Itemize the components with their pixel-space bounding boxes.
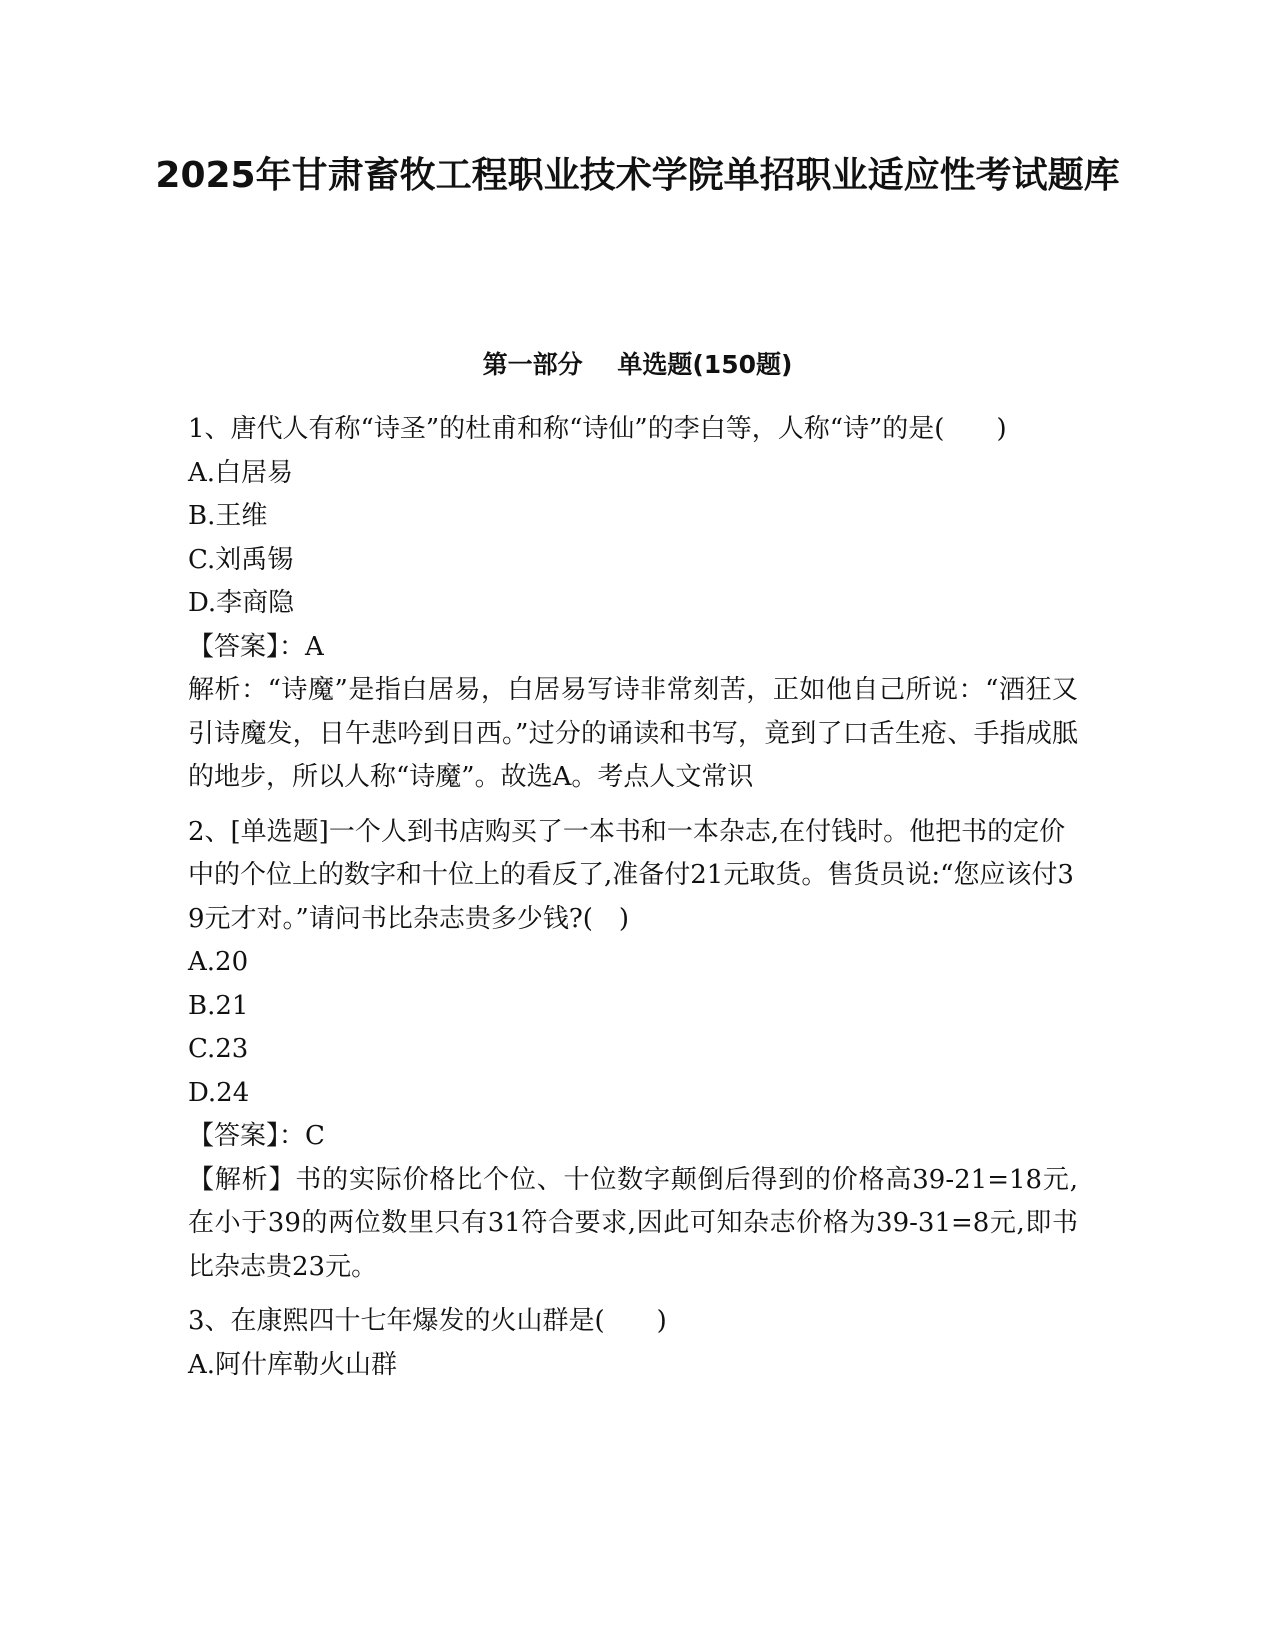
option-b: B.21: [188, 990, 249, 1021]
option-d: D.李商隐: [188, 588, 295, 618]
option-list: [188, 941, 1078, 1115]
analysis-body: “诗魔”是指白居易，白居易写诗非常刻苦，正如他自己所说：“酒狂又引诗魔发，日午悲吟到日西。”过分的诵读和书写，竟到了口舌生疮、手指成胝的地步，所以人称“诗魔”。故选A。考点人文常识: [188, 675, 1078, 792]
question-item: [188, 811, 1078, 1290]
option-c: C.23: [188, 1034, 249, 1064]
option-c: C.刘禹锡: [188, 544, 294, 575]
answer-line: 【答案】：C: [188, 1121, 325, 1151]
option-b: B.王维: [188, 501, 268, 531]
question-stem: 1、唐代人有称“诗圣”的杜甫和称“诗仙”的李白等，人称“诗”的是( ): [188, 414, 1007, 444]
analysis-text: [188, 669, 1078, 800]
question-stem: 2、[单选题]一个人到书店购买了一本书和一本杂志,在付钱时。他把书的定价中的个位上的数字和十位上的看反了,准备付21元取货。售货员说:“您应该付39元才对。”请问书比杂志贵多少钱?( ): [188, 816, 1074, 934]
option-a: A.阿什库勒火山群: [188, 1349, 398, 1380]
document-title: 2025年甘肃畜牧工程职业技术学院单招职业适应性考试题库: [155, 155, 1120, 196]
question-stem: 3、在康熙四十七年爆发的火山群是( ): [188, 1306, 667, 1336]
option-d: D.24: [188, 1077, 250, 1108]
analysis-body: 书的实际价格比个位、十位数字颠倒后得到的价格高39-21=18元,在小于39的两位数里只有31符合要求,因此可知杂志价格为39-31=8元,即书比杂志贵23元。: [188, 1164, 1078, 1282]
question-item: [188, 1300, 1078, 1387]
option-a: A.20: [188, 947, 249, 977]
answer-line: 【答案】：A: [188, 631, 324, 662]
analysis-text: [188, 1159, 1078, 1290]
option-list: [188, 1344, 1078, 1388]
section-heading: 第一部分 单选题(150题): [482, 350, 793, 379]
question-item: [188, 408, 1078, 800]
analysis-label: 【解析】: [188, 1164, 296, 1195]
option-a: A.白居易: [188, 457, 294, 488]
question-list: [188, 408, 1078, 1398]
analysis-label: 解析：: [188, 675, 268, 705]
option-list: [188, 452, 1078, 626]
